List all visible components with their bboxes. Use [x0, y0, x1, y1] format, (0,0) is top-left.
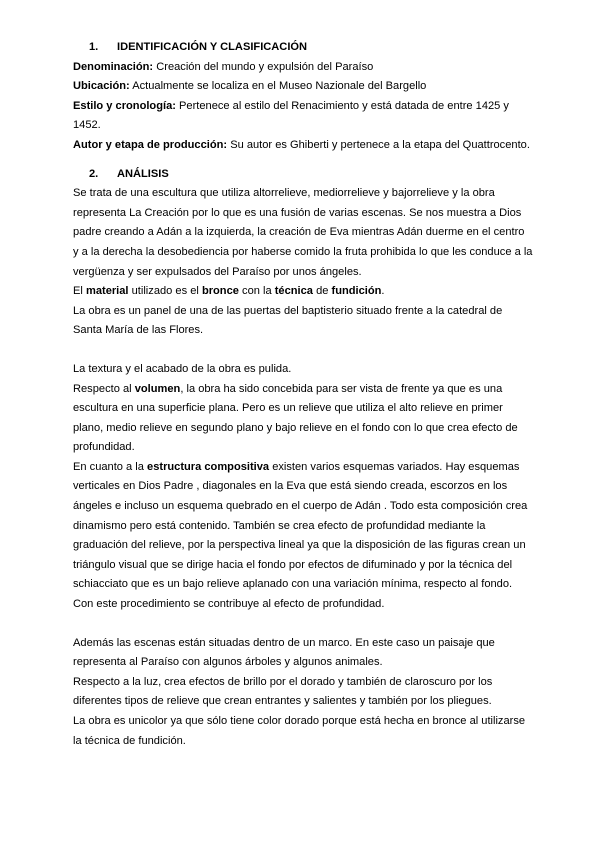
text: Respecto al [73, 382, 132, 395]
field-ubicacion [73, 77, 533, 97]
paragraph-textura: La textura y el acabado de la obra es pulida. [73, 362, 292, 375]
field-value: Su autor es Ghiberti y pertenece a la etapa del Quattrocento. [230, 138, 530, 151]
document-content [73, 38, 533, 751]
text: En cuanto a la [73, 460, 144, 473]
section-title: ANÁLISIS [117, 167, 169, 180]
field-label: Autor y etapa de producción: [73, 138, 228, 151]
paragraph-color: La obra es unicolor ya que sólo tiene color dorado porque está hecha en bronce al utilizarse la técnica de fundición. [73, 715, 526, 747]
paragraph-volumen [73, 380, 533, 458]
spacer [73, 615, 533, 634]
bold-term: estructura compositiva [147, 460, 270, 473]
field-label: Ubicación: [73, 80, 130, 93]
bold-term: bronce [201, 285, 239, 298]
paragraph-marco: Además las escenas están situadas dentro de un marco. En este caso un paisaje que representa al Paraíso con algunos árboles y algunos animales. [73, 636, 495, 669]
paragraph-material [73, 282, 533, 302]
text: existen varios esquemas variados. Hay esquemas verticales en Dios Padre , diagonales en la Eva que está siendo creada, escorzos en los ángeles e incluso un esquema quebrado en el cuerpo de Adán . Todo esta composición crea dinamismo pero está contenido. También se crea efecto de profundidad mediante la graduación del relieve, por la perspectiva lineal ya que la disposición de las figuras crean un triángulo visual que se dirige hacia el fondo por efectos de difuminado y por la técnica del schiacciato que es un bajo relieve aplanado con una variación mínima, respecto al fondo. Con este procedimiento se contribuye al efecto de profundidad. [73, 460, 528, 611]
field-label: Estilo y cronología: [73, 99, 176, 112]
paragraph-luz: Respecto a la luz, crea efectos de brillo por el dorado y también de claroscuro por los diferentes tipos de relieve que crean entrantes y salientes y también por los pliegues. [73, 675, 493, 708]
bold-term: fundición [331, 285, 382, 298]
text: de [316, 285, 329, 298]
field-value: Creación del mundo y expulsión del Paraíso [156, 60, 374, 73]
section-title: IDENTIFICACIÓN Y CLASIFICACIÓN [117, 41, 308, 53]
field-autor [73, 136, 533, 156]
section-number: 1. [89, 41, 99, 53]
bold-term: material [85, 285, 129, 298]
paragraph-estructura [73, 458, 533, 615]
field-estilo [73, 97, 533, 136]
field-label: Denominación: [73, 60, 154, 73]
field-denominacion [73, 58, 533, 78]
section-heading-identificacion [89, 38, 533, 58]
paragraph-intro: Se trata de una escultura que utiliza altorrelieve, mediorrelieve y bajorrelieve y la obra representa La Creación por lo que es una fusión de varias escenas. Se nos muestra a Dios padre creando a Adán a la izquierda, la creación de Eva mientras Adán duerme en el centro y a la derecha la desobediencia por haberse comido la fruta prohibida lo que les conduce a la vergüenza y ser expulsados del Paraíso por unos ángeles. [73, 187, 533, 278]
bold-term: volumen [134, 382, 181, 395]
paragraph-ubicacion-obra: La obra es un panel de una de las puertas del baptisterio situado frente a la catedral de Santa María de las Flores. [73, 304, 503, 337]
text: utilizado es el [131, 285, 199, 298]
text: . [381, 285, 385, 298]
bold-term: técnica [274, 285, 313, 298]
section-heading-analisis [89, 165, 533, 185]
text: , la obra ha sido concebida para ser vista de frente ya que es una escultura en una superficie plana. Pero es un relieve que utiliza el alto relieve en primer plano, medio relieve en segundo plano y bajo relieve en el fondo con lo que crea efecto de profundidad. [73, 382, 518, 454]
text: con la [242, 285, 272, 298]
field-value: Pertenece al estilo del Renacimiento y está datada de entre 1425 y 1452. [73, 99, 509, 132]
field-value: Actualmente se localiza en el Museo Nazionale del Bargello [132, 80, 427, 93]
text: El [73, 285, 83, 298]
spacer [73, 156, 533, 165]
section-number: 2. [89, 167, 99, 180]
spacer [73, 341, 533, 360]
